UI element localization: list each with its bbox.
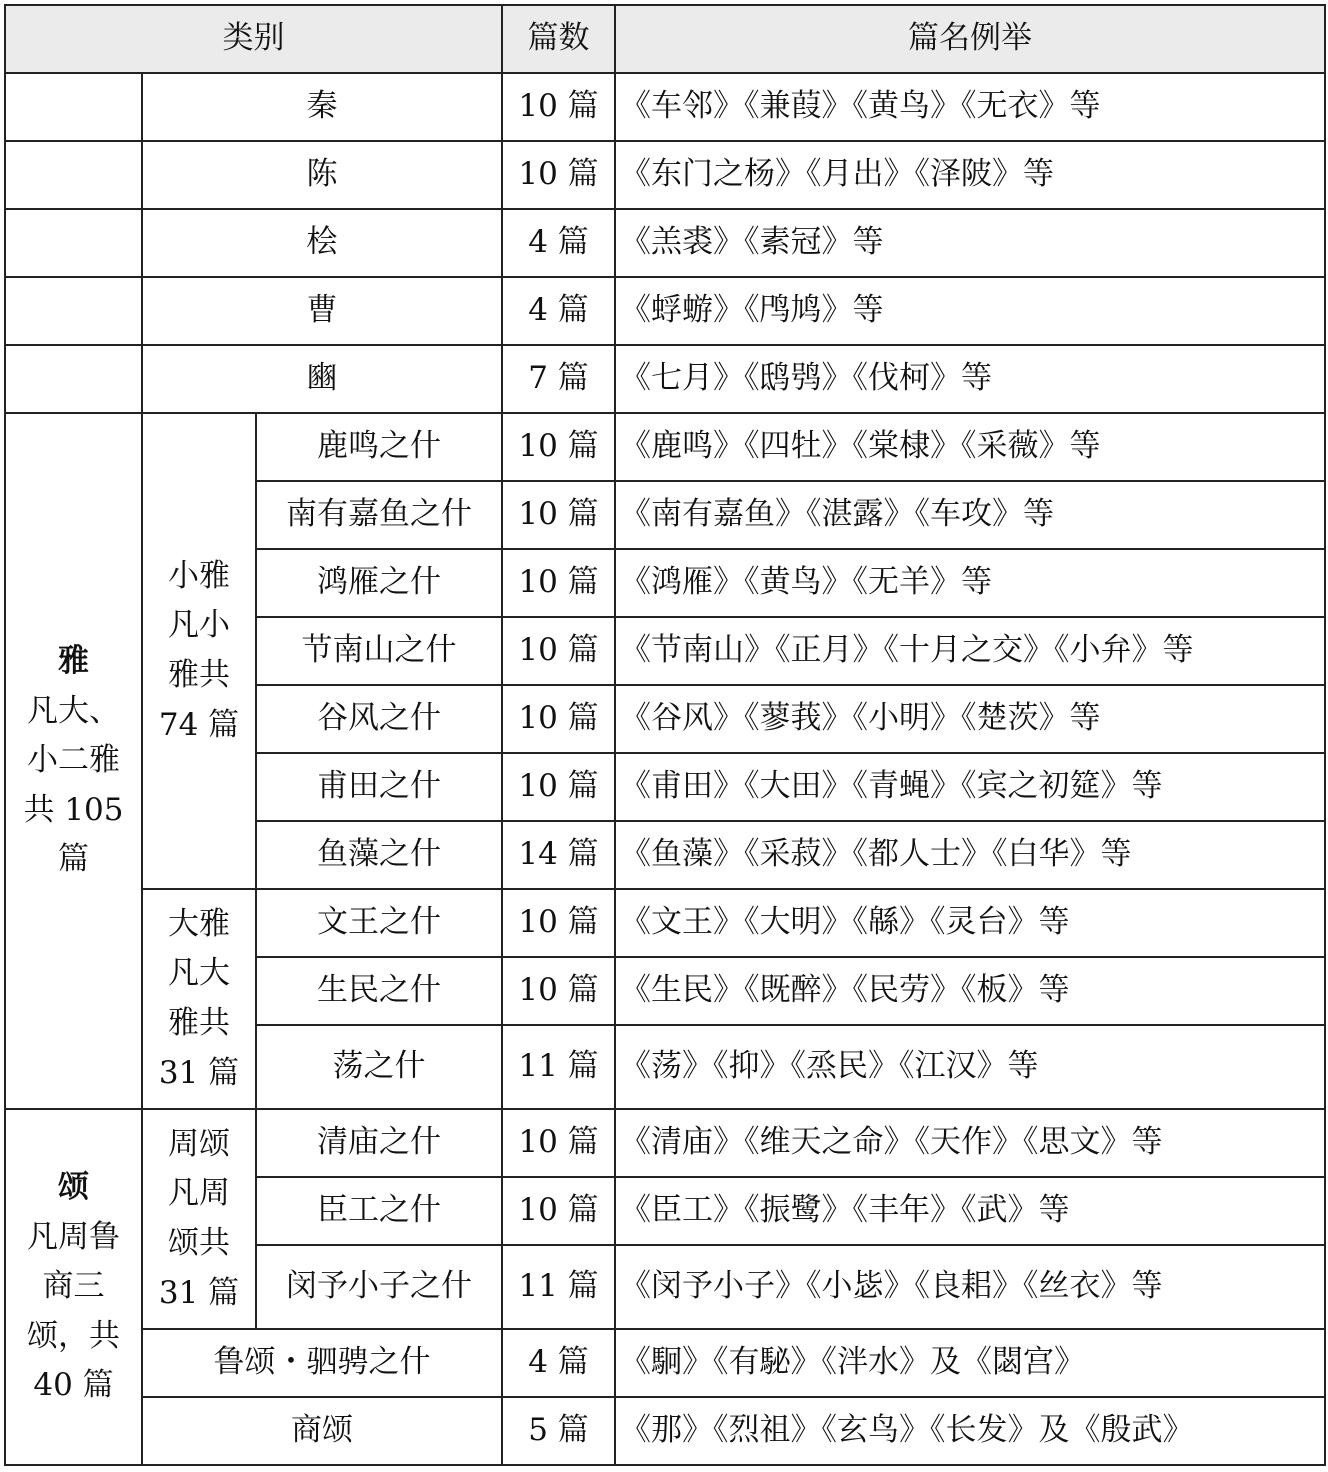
header-count: 篇数 (502, 5, 615, 73)
state-name: 秦 (142, 73, 502, 141)
poem-count: 14 篇 (502, 821, 615, 889)
poem-examples: 《文王》《大明》《緜》《灵台》等 (615, 889, 1325, 957)
shangsong-name: 商颂 (142, 1397, 502, 1465)
feng-empty-cell (5, 345, 142, 413)
song-desc-line: 商三 (42, 1268, 105, 1305)
decade-name: 南有嘉鱼之什 (256, 481, 502, 549)
table-row (5, 889, 1325, 957)
poem-count: 10 篇 (502, 481, 615, 549)
poem-examples: 《鱼藻》《采菽》《都人士》《白华》等 (615, 821, 1325, 889)
poem-count: 10 篇 (502, 73, 615, 141)
zhousong-line: 凡周 (168, 1175, 230, 1212)
table-row (5, 73, 1325, 141)
feng-empty-cell (5, 73, 142, 141)
daya-line: 大雅 (168, 905, 230, 942)
decade-name: 鸿雁之什 (256, 549, 502, 617)
song-label: 颂 (58, 1169, 89, 1206)
poem-examples: 《臣工》《振鹭》《丰年》《武》等 (615, 1177, 1325, 1245)
poem-examples: 《蜉蝣》《鸤鸠》等 (615, 277, 1325, 345)
poem-examples: 《东门之杨》《月出》《泽陂》等 (615, 141, 1325, 209)
ya-desc-line: 小二雅 (27, 742, 120, 779)
xiaoya-subcategory-cell (142, 413, 256, 889)
poem-examples: 《駉》《有駜》《泮水》及《閟宫》 (615, 1329, 1325, 1397)
daya-line: 31 篇 (158, 1054, 240, 1091)
state-name: 曹 (142, 277, 502, 345)
poem-count: 11 篇 (502, 1245, 615, 1329)
poem-count: 10 篇 (502, 957, 615, 1025)
song-desc-line: 凡周鲁 (27, 1218, 120, 1255)
poem-examples: 《甫田》《大田》《青蝇》《宾之初筵》等 (615, 753, 1325, 821)
xiaoya-line: 雅共 (168, 657, 230, 693)
poem-count: 10 篇 (502, 889, 615, 957)
zhousong-subcategory-cell (142, 1109, 256, 1329)
zhousong-line: 31 篇 (158, 1274, 240, 1311)
header-category: 类别 (5, 5, 502, 73)
poem-examples: 《鹿鸣》《四牡》《棠棣》《采薇》等 (615, 413, 1325, 481)
poem-count: 10 篇 (502, 141, 615, 209)
poem-count: 7 篇 (502, 345, 615, 413)
poem-examples: 《车邻》《兼葭》《黄鸟》《无衣》等 (615, 73, 1325, 141)
decade-name: 清庙之什 (256, 1109, 502, 1177)
header-examples: 篇名例举 (615, 5, 1325, 73)
feng-empty-cell (5, 141, 142, 209)
state-name: 豳 (142, 345, 502, 413)
state-name: 桧 (142, 209, 502, 277)
ya-desc-line: 篇 (58, 841, 89, 878)
poem-examples: 《鸿雁》《黄鸟》《无羊》等 (615, 549, 1325, 617)
song-desc-line: 颂，共 (27, 1317, 120, 1354)
poem-examples: 《荡》《抑》《烝民》《江汉》等 (615, 1025, 1325, 1109)
ya-desc-line: 共 105 (23, 791, 124, 828)
poem-examples: 《生民》《既醉》《民劳》《板》等 (615, 957, 1325, 1025)
decade-name: 谷风之什 (256, 685, 502, 753)
decade-name: 臣工之什 (256, 1177, 502, 1245)
decade-name: 荡之什 (256, 1025, 502, 1109)
decade-name: 甫田之什 (256, 753, 502, 821)
poem-examples: 《七月》《鸱鸮》《伐柯》等 (615, 345, 1325, 413)
poem-examples: 《那》《烈祖》《玄鸟》《长发》及《殷武》 (615, 1397, 1325, 1465)
table-row (5, 209, 1325, 277)
poem-examples: 《羔裘》《素冠》等 (615, 209, 1325, 277)
poem-count: 10 篇 (502, 1109, 615, 1177)
zhousong-line: 周颂 (168, 1125, 230, 1162)
poem-count: 4 篇 (502, 1329, 615, 1397)
decade-name: 闵予小子之什 (256, 1245, 502, 1329)
table-row (5, 1397, 1325, 1465)
daya-line: 凡大 (168, 955, 230, 992)
ya-category-cell (5, 413, 142, 1109)
table-row (5, 413, 1325, 481)
header-row (5, 5, 1325, 73)
poem-examples: 《南有嘉鱼》《湛露》《车攻》等 (615, 481, 1325, 549)
zhousong-line: 颂共 (168, 1225, 230, 1261)
poem-count: 10 篇 (502, 685, 615, 753)
feng-empty-cell (5, 277, 142, 345)
poem-examples: 《节南山》《正月》《十月之交》《小弁》等 (615, 617, 1325, 685)
song-category-cell (5, 1109, 142, 1465)
table-row (5, 141, 1325, 209)
poem-count: 10 篇 (502, 549, 615, 617)
decade-name: 鱼藻之什 (256, 821, 502, 889)
poem-count: 10 篇 (502, 753, 615, 821)
table-row (5, 1329, 1325, 1397)
decade-name: 文王之什 (256, 889, 502, 957)
shijing-table (4, 4, 1326, 1466)
lusong-name: 鲁颂・驷骋之什 (142, 1329, 502, 1397)
decade-name: 生民之什 (256, 957, 502, 1025)
state-name: 陈 (142, 141, 502, 209)
poem-count: 5 篇 (502, 1397, 615, 1465)
poem-count: 10 篇 (502, 1177, 615, 1245)
daya-subcategory-cell (142, 889, 256, 1109)
daya-line: 雅共 (168, 1005, 230, 1041)
ya-label: 雅 (58, 643, 89, 680)
xiaoya-line: 74 篇 (158, 706, 240, 743)
table-row (5, 1109, 1325, 1177)
poem-examples: 《闵予小子》《小毖》《良耜》《丝衣》等 (615, 1245, 1325, 1329)
poem-count: 10 篇 (502, 617, 615, 685)
xiaoya-line: 小雅 (168, 557, 230, 594)
table-row (5, 345, 1325, 413)
poem-examples: 《谷风》《蓼莪》《小明》《楚茨》等 (615, 685, 1325, 753)
decade-name: 鹿鸣之什 (256, 413, 502, 481)
poem-count: 4 篇 (502, 277, 615, 345)
poem-count: 4 篇 (502, 209, 615, 277)
poem-count: 10 篇 (502, 413, 615, 481)
decade-name: 节南山之什 (256, 617, 502, 685)
feng-empty-cell (5, 209, 142, 277)
table-row (5, 277, 1325, 345)
poem-count: 11 篇 (502, 1025, 615, 1109)
poem-examples: 《清庙》《维天之命》《天作》《思文》等 (615, 1109, 1325, 1177)
xiaoya-line: 凡小 (168, 607, 230, 644)
song-desc-line: 40 篇 (33, 1367, 114, 1404)
ya-desc-line: 凡大、 (27, 692, 120, 729)
